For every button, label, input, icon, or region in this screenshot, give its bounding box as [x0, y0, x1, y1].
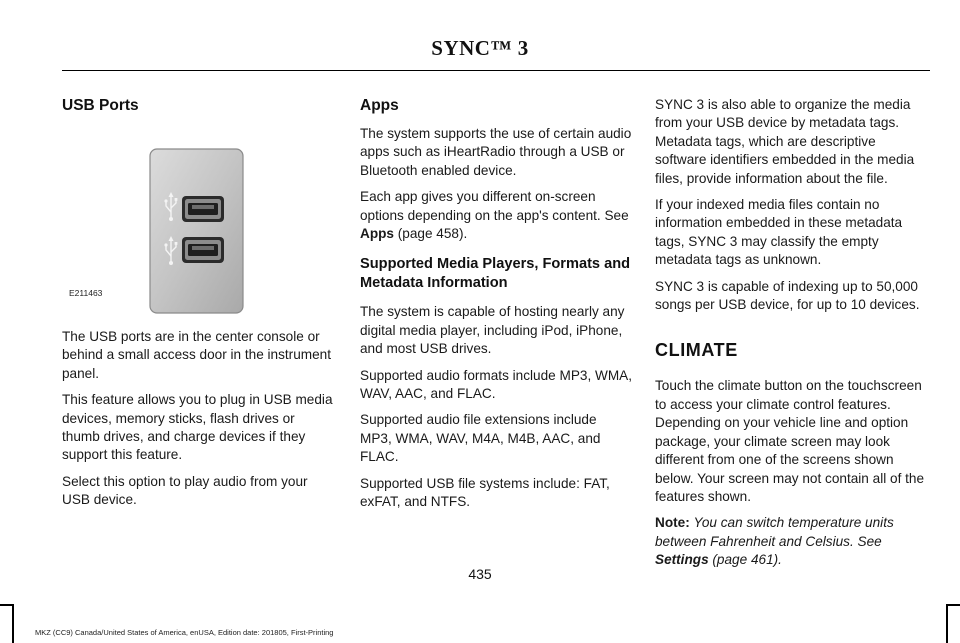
paragraph: The system supports the use of certain audio apps such as iHeartRadio through a USB or Bluetooth enabled device.	[360, 126, 632, 178]
paragraph: Touch the climate button on the touchscreen to access your climate control features. Depending on your vehicle line and option package, your climate screen may look different from one of the screens shown below. Your screen may not contain all of the features shown.	[655, 378, 925, 504]
paragraph-text: Each app gives you different on-screen options depending on the app's content. See	[360, 189, 629, 223]
crop-mark	[946, 604, 948, 643]
paragraph: SYNC 3 is capable of indexing up to 50,000 songs per USB device, for up to 10 devices.	[655, 278, 920, 313]
paragraph: The USB ports are in the center console or behind a small access door in the instrument panel.	[62, 329, 331, 381]
climate-section-heading: CLIMATE	[655, 340, 738, 361]
crop-mark	[12, 604, 14, 643]
column-apps	[360, 96, 632, 520]
usb-port-lower	[182, 237, 224, 263]
crop-mark	[0, 604, 14, 606]
header-rule	[62, 70, 930, 71]
column-metadata-climate	[655, 96, 927, 578]
page-number: 435	[468, 566, 492, 582]
paragraph: Supported audio formats include MP3, WMA, WAV, AAC, and FLAC.	[360, 367, 633, 402]
media-players-subheading: Supported Media Players, Formats and Metadata Information	[360, 256, 631, 292]
paragraph: Select this option to play audio from your USB device.	[62, 473, 308, 508]
note	[655, 514, 927, 569]
settings-reference-link[interactable]: Settings	[655, 552, 709, 568]
paragraph: The system is capable of hosting nearly any digital media player, including iPod, iPhone, and most USB drives.	[360, 304, 625, 357]
note-text: You can switch temperature units between Fahrenheit and Celsius. See	[655, 515, 894, 549]
crop-mark	[946, 604, 960, 606]
page-reference: (page 458).	[397, 226, 468, 242]
paragraph: This feature allows you to plug in USB media devices, memory sticks, flash drives or thumb drives, and charge devices if they support this feature.	[62, 392, 333, 463]
page-reference: (page 461).	[712, 552, 782, 568]
usb-port-upper	[182, 196, 224, 222]
apps-reference-link[interactable]: Apps	[360, 226, 394, 242]
usb-ports-figure	[62, 128, 334, 304]
figure-id: E211463	[69, 288, 103, 298]
column-usb-ports	[62, 96, 334, 518]
paragraph: Supported USB file systems include: FAT, exFAT, and NTFS.	[360, 475, 610, 510]
page-header-title: SYNC™ 3	[431, 36, 529, 60]
apps-heading: Apps	[360, 97, 399, 114]
paragraph: Supported audio file extensions include MP3, WMA, WAV, M4A, M4B, AAC, and FLAC.	[360, 412, 601, 465]
edition-footer: MKZ (CC9) Canada/United States of America, enUSA, Edition date: 201805, First-Printing	[35, 628, 334, 637]
paragraph: If your indexed media files contain no information embedded in these metadata tags, SYNC 3 may classify the empty metadata tags as unknown.	[655, 197, 903, 268]
paragraph-with-reference	[360, 188, 632, 243]
note-label: Note:	[655, 515, 690, 531]
usb-panel-illustration	[149, 148, 245, 314]
usb-ports-heading: USB Ports	[62, 97, 139, 114]
paragraph: SYNC 3 is also able to organize the media from your USB device by metadata tags. Metadata tags, which are descriptive software identifiers embedded in the media files, provide information about the file.	[655, 97, 915, 186]
